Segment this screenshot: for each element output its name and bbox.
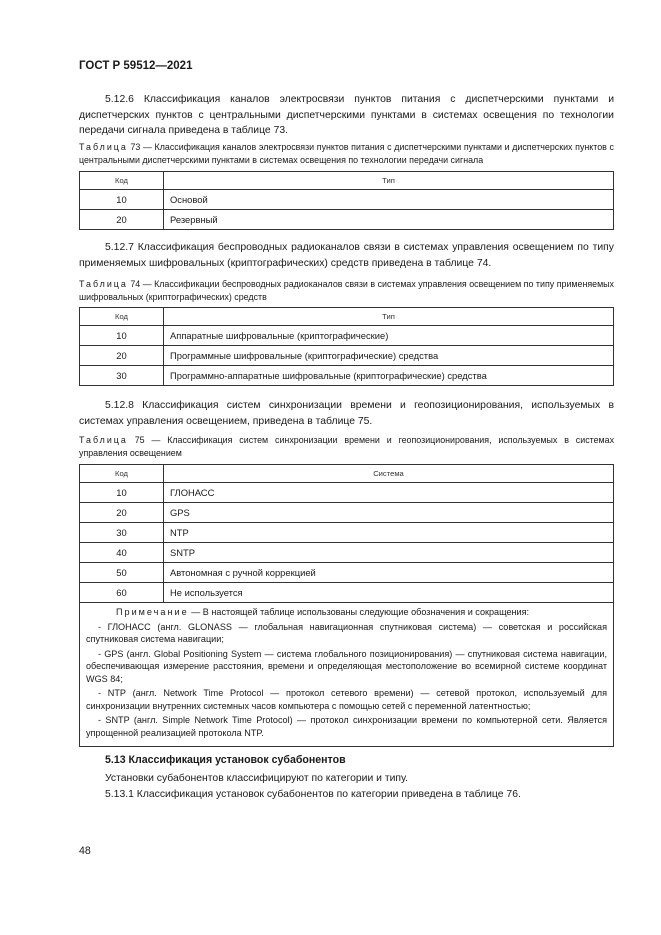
paragraph-5-13: Установки субабонентов классифицируют по категории и типу. <box>105 773 409 784</box>
column-header-code: Код <box>80 308 164 326</box>
table-row <box>80 563 614 583</box>
table-75-caption <box>79 434 614 459</box>
table-73 <box>79 171 614 230</box>
note-intro-text: — В настоящей таблице использованы следующие обозначения и сокращения: <box>191 607 530 617</box>
table-row <box>80 523 614 543</box>
table-73-caption-label: Таблица <box>79 142 128 152</box>
note-item: - NTP (англ. Network Time Protocol — протокол сетевого времени) — сетевой протокол, используемый для синхронизации внутренних системных часов компьютера с помощью сетей с переменной латентностью; <box>86 688 607 711</box>
table-row <box>80 543 614 563</box>
row-text: SNTP <box>164 543 614 563</box>
table-75 <box>79 464 614 747</box>
row-text: Программно-аппаратные шифровальные (криптографические) средства <box>164 366 614 386</box>
paragraph-5-12-6: 5.12.6 Классификация каналов электросвязи пунктов питания с диспетчерскими пунктами и диспетчерских пунктов с центральными диспетчерскими пунктами в системах освещения по технологии передачи сигнала приведена в таблице 73. <box>79 94 614 136</box>
column-header-type: Тип <box>164 308 614 326</box>
paragraph-5-12-8: 5.12.8 Классификация систем синхронизации времени и геопозиционирования, используемых в системах управления освещением, приведена в таблице 75. <box>79 400 614 427</box>
column-header-code: Код <box>80 465 164 483</box>
row-code: 20 <box>80 503 164 523</box>
table-74 <box>79 307 614 386</box>
row-text: Резервный <box>164 210 614 230</box>
row-text: Аппаратные шифровальные (криптографические) <box>164 326 614 346</box>
table-75-caption-text: 75 — Классификация систем синхронизации времени и геопозиционирования, используемых в системах управления освещением <box>79 435 615 458</box>
table-header-row <box>80 308 614 326</box>
note-item: - SNTP (англ. Simple Network Time Protocol) — протокол синхронизации времени по компьютерной сети. Является упрощенной реализацией протокола NTP. <box>86 715 607 738</box>
column-header-system: Система <box>164 465 614 483</box>
table-75-caption-label: Таблица <box>79 435 128 445</box>
table-row <box>80 346 614 366</box>
note-item: - ГЛОНАСС (англ. GLONASS — глобальная навигационная спутниковая система) — советская и российская спутниковая система навигации; <box>86 621 607 644</box>
table-row <box>80 190 614 210</box>
row-text: GPS <box>164 503 614 523</box>
table-73-caption <box>79 141 614 166</box>
row-code: 50 <box>80 563 164 583</box>
column-header-type: Тип <box>164 172 614 190</box>
table-note-row <box>80 603 614 747</box>
table-header-row <box>80 465 614 483</box>
document-header: ГОСТ Р 59512—2021 <box>79 60 193 72</box>
table-74-caption <box>79 278 614 303</box>
note-intro <box>86 606 607 619</box>
row-code: 60 <box>80 583 164 603</box>
row-code: 30 <box>80 523 164 543</box>
table-row <box>80 483 614 503</box>
row-code: 20 <box>80 210 164 230</box>
table-73-caption-text: 73 — Классификация каналов электросвязи пунктов питания с диспетчерскими пунктами и диспетчерских пунктов с центральными диспетчерскими пунктами в системах освещения по технологии передачи сигнала <box>79 142 614 165</box>
row-code: 30 <box>80 366 164 386</box>
row-text: Программные шифровальные (криптографические) средства <box>164 346 614 366</box>
paragraph-5-12-7: 5.12.7 Классификация беспроводных радиоканалов связи в системах управления освещением по типу применяемых шифровальных (криптографических) средств приведена в таблице 74. <box>79 242 614 269</box>
row-text: NTP <box>164 523 614 543</box>
page-number: 48 <box>79 845 91 857</box>
row-code: 10 <box>80 483 164 503</box>
table-row <box>80 583 614 603</box>
table-row <box>80 503 614 523</box>
column-header-code: Код <box>80 172 164 190</box>
section-heading-5-13: 5.13 Классификация установок субабонентов <box>105 754 346 766</box>
row-text: Автономная с ручной коррекцией <box>164 563 614 583</box>
table-74-caption-text: 74 — Классификации беспроводных радиоканалов связи в системах управления освещением по типу применяемых шифровальных (криптографических) средств <box>79 279 614 302</box>
table-header-row <box>80 172 614 190</box>
table-row <box>80 366 614 386</box>
row-code: 20 <box>80 346 164 366</box>
row-text: Не используется <box>164 583 614 603</box>
row-text: Основой <box>164 190 614 210</box>
paragraph-5-13-1: 5.13.1 Классификация установок субабонентов по категории приведена в таблице 76. <box>105 789 521 800</box>
note-label: Примечание <box>116 607 189 617</box>
table-74-caption-label: Таблица <box>79 279 128 289</box>
table-note <box>80 603 614 747</box>
row-text: ГЛОНАСС <box>164 483 614 503</box>
table-row <box>80 326 614 346</box>
row-code: 40 <box>80 543 164 563</box>
row-code: 10 <box>80 190 164 210</box>
note-item: - GPS (англ. Global Positioning System — система глобального позиционирования) — спутниковая система навигации, обеспечивающая измерение расстояния, времени и определяющая местоположение во всемирной системе координат WGS 84; <box>86 648 607 684</box>
table-row <box>80 210 614 230</box>
row-code: 10 <box>80 326 164 346</box>
